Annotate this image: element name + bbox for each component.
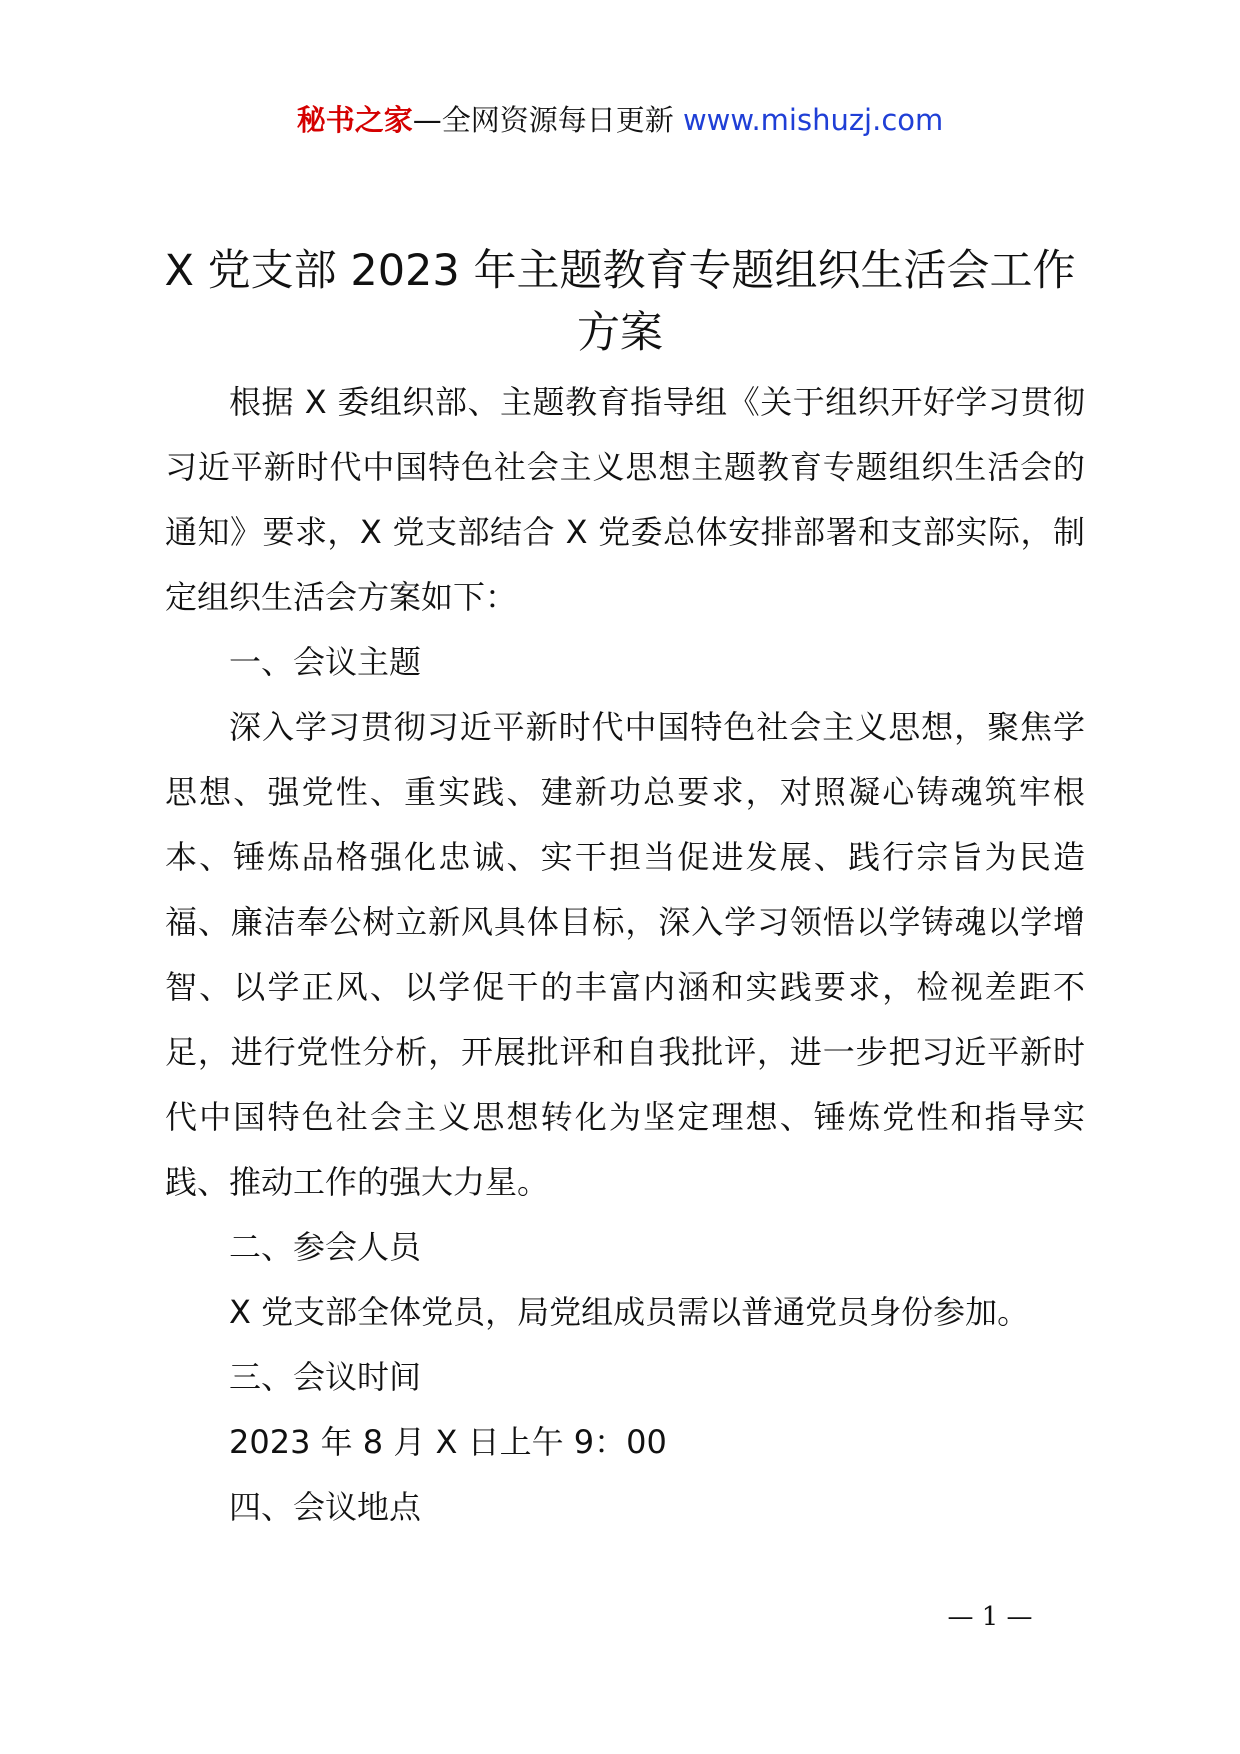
document-body (165, 370, 1085, 1540)
intro-paragraph: 根据 X 委组织部、主题教育指导组《关于组织开好学习贯彻习近平新时代中国特色社会主义思想主题教育专题组织生活会的通知》要求，X 党支部结合 X 党委总体安排部署和支部实际，制定组织生活会方案如下： (165, 383, 1085, 616)
section-body-time: 2023 年 8 月 X 日上午 9：00 (229, 1423, 667, 1461)
document-title: X 党支部 2023 年主题教育专题组织生活会工作方案 (164, 246, 1076, 358)
page-number: — 1 — (947, 1602, 1033, 1632)
section-heading-attendees: 二、参会人员 (229, 1228, 422, 1266)
section-heading-time: 三、会议时间 (229, 1358, 422, 1396)
site-url: www.mishuzj.com (682, 103, 944, 137)
section-heading-theme: 一、会议主题 (229, 643, 422, 681)
section-heading-location: 四、会议地点 (229, 1488, 422, 1526)
brand-name: 秘书之家 (296, 103, 413, 137)
section-body-attendees: X 党支部全体党员，局党组成员需以普通党员身份参加。 (229, 1293, 1030, 1331)
site-watermark-header (0, 100, 1240, 140)
tagline: —全网资源每日更新 (412, 103, 683, 137)
section-body-theme: 深入学习贯彻习近平新时代中国特色社会主义思想，聚焦学思想、强党性、重实践、建新功总要求，对照凝心铸魂筑牢根本、锤炼品格强化忠诚、实干担当促进发展、践行宗旨为民造福、廉洁奉公树立新风具体目标，深入学习领悟以学铸魂以学增智、以学正风、以学促干的丰富内涵和实践要求，检视差距不足，进行党性分析，开展批评和自我批评，进一步把习近平新时代中国特色社会主义思想转化为坚定理想、锤炼党性和指导实践、推动工作的强大力星。 (165, 708, 1085, 1201)
